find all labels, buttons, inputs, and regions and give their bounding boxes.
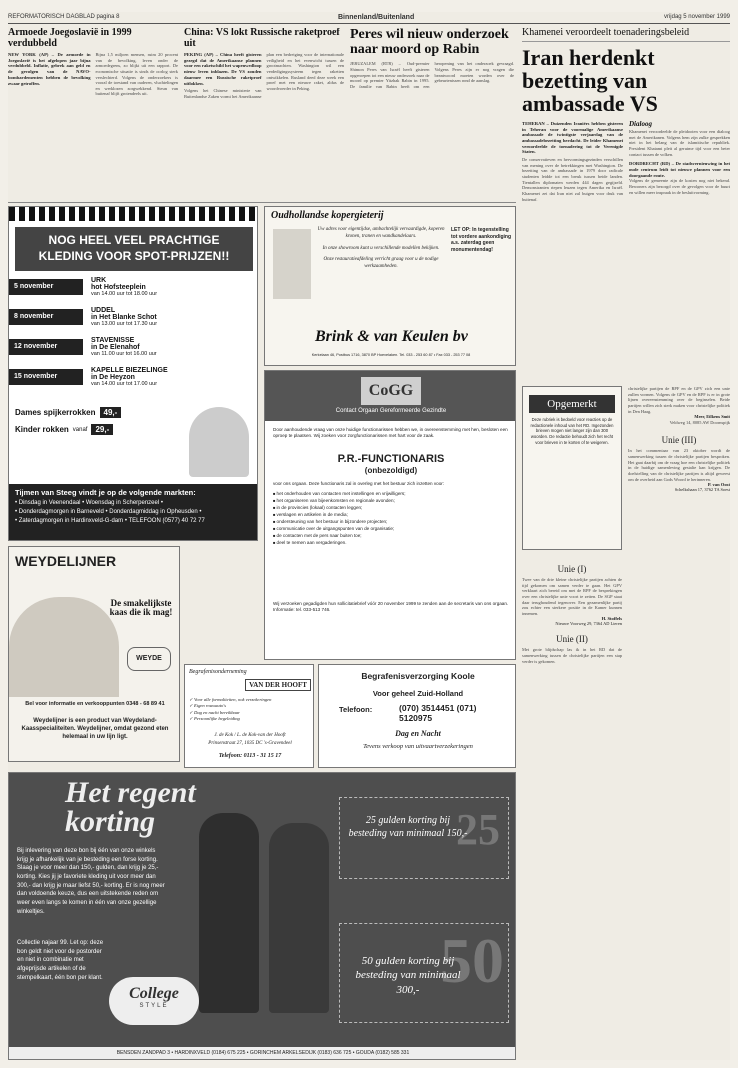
bullet-item: [273, 498, 509, 504]
event-date: 5 november: [9, 279, 83, 295]
offer-label: Dames spijkerrokken: [15, 408, 96, 417]
event-date: 12 november: [9, 339, 83, 355]
event-info: [91, 307, 251, 327]
logo-text: College: [129, 985, 179, 1002]
event-info: [91, 277, 251, 297]
opgemerkt-title: Opgemerkt: [529, 395, 615, 413]
product-badge: WEYDE: [127, 647, 171, 671]
event-date: 8 november: [9, 309, 83, 325]
letter-body: In het commentaar van 23 oktober wordt de samenwerking tussen de christelijke partijen besproken. Het gaat daarbij om de vraag hoe een christelijke politiek in de huidige samenleving gestalte kan krijgen. De doelstelling van de christelijke partijen is altijd geweest om de overheid aan Gods Woord te herinneren.: [628, 448, 730, 482]
bullet-item: [273, 505, 509, 511]
ad-kicker: Begrafenisonderneming: [189, 669, 247, 675]
ad-bullets: [273, 491, 509, 547]
letter-address: Veldweg 14, 8085 AW Doornspijk: [669, 419, 730, 425]
footer-line: • Zaterdagmorgen in Hardinxveld-G-dam • TELEFOON (0577) 40 72 77: [15, 518, 205, 524]
bullet-item: [273, 540, 509, 546]
ad-cogg: [264, 370, 516, 660]
footer-line: • Donderdagmorgen in Barneveld • Donderdagmiddag in Opheusden •: [15, 509, 202, 515]
ad-offers: [15, 401, 175, 451]
letter-signature: H. Stoffels: [601, 616, 622, 622]
letter-unie-3: [628, 435, 730, 492]
bullet-item: [273, 512, 509, 518]
event-info: [91, 367, 251, 387]
woman-photo: [9, 597, 119, 697]
ad-subtitle: Contact Orgaan Gereformeerde Gezindte: [335, 408, 447, 414]
letter-body: Met grote blijdschap las ik in het RD dat de samenwerking tussen de christelijke partijen een stap verder is gekomen.: [522, 647, 622, 664]
ad-banner: NOG HEEL VEEL PRACHTIGE KLEDING VOOR SPOT-PRIJZEN!!: [15, 227, 253, 271]
article-lead: PEKING (AP) – China heeft gisteren gezegd dat de Amerikaanse plannen voor een raketschild het wapenwedloop nieuw leven inblazen. De VS zouden daarmee een Russische raketproef uitlokken.: [184, 52, 262, 86]
letter-heading: Unie (I): [557, 564, 587, 574]
ad-tagline: Weydelijner is een product van Weydeland-Kaasspecialiteiten. Weydelijner, omdat gezond eten helemaal in uw lijn ligt.: [21, 718, 169, 741]
ad-college: [8, 772, 516, 1060]
article-body: Volgens het Chinese ministerie van Buitenlandse Zaken vormt het Amerikaanse plan een bedreiging voor de internationale veiligheid en het evenwicht tussen de grootmachten. Washington wil een verdedigingssysteem tegen raketten ontwikkelen. Rusland deed deze week een proef met een nieuwe raket, aldus de woordvoerder in Peking.: [184, 52, 344, 100]
article-headline: Peres wil nieuw onderzoek naar moord op Rabin: [350, 28, 509, 57]
ad-body: voor ons orgaan. Deze functionaris zal in overleg met het bestuur zich inzetten voor:: [273, 481, 445, 486]
masthead-left: REFORMATORISCH DAGBLAD pagina 8: [8, 14, 120, 20]
bullet-icon: ■: [273, 511, 277, 517]
bullet-text: het onderhouden van contacten met instellingen en vrijwilligers;: [276, 491, 406, 496]
coupon-text: 50 gulden korting bij besteding van minimaal 300,-: [355, 955, 461, 996]
bullet-item: [273, 533, 509, 539]
article-subhead: Dialoog: [629, 119, 652, 128]
bullet-item: [273, 491, 509, 497]
ad-footer-title: Tijmen van Steeg vindt je op de volgende markten:: [15, 488, 196, 497]
offer-price: 49,-: [100, 407, 122, 418]
event-place: STAVENISSE: [91, 337, 135, 344]
event-time: van 11.00 uur tot 16.00 uur: [91, 351, 157, 357]
event-info: [91, 337, 251, 357]
letter-address: Schelkshaan 17, 3762 TA Soest: [674, 487, 730, 493]
ad-headline: De smakelijkste kaas die ik mag!: [109, 598, 173, 618]
offer-label: Kinder rokken: [15, 425, 69, 434]
bullet-text: verslagen en artikelen in de media;: [276, 511, 348, 517]
ad-line: In onze showroom kunt u verschillende modellen bekijken.: [322, 245, 440, 251]
ad-address: Kerkelaan 46, Postbus 1716, 3870 BP Hoevelaken. Tel. 033 - 253 60 87 • Fax 033 - 253 77 08: [311, 353, 471, 357]
masthead-center: Binnenland/Buitenland: [338, 14, 415, 21]
bullet-icon: ■: [273, 491, 277, 496]
offer-prefix: vanaf: [72, 426, 88, 433]
offer-price: 29,-: [91, 424, 113, 435]
article-headline: Iran herdenkt bezetting van ambassade VS: [522, 44, 658, 116]
ad-headline: Het regent korting: [65, 776, 196, 838]
coupon-50: [339, 923, 509, 1023]
letter-heading: Unie (III): [661, 435, 697, 446]
ad-title: VAN DER HOOFT: [245, 679, 311, 691]
article-body: JERUZALEM (RTR) – Oud-premier Shimon Peres van Israël heeft gisteren opgeroepen tot een nieuw onderzoek naar de moord op premier Yitzhak Rabin in 1995. De familie van Rabin heeft om een heropening van het onderzoek gevraagd. Volgens Peres zijn er nog vragen die beantwoord moeten worden over de gebeurtenissen rond de aanslag.: [350, 61, 514, 89]
letter-heading: Unie (II): [556, 634, 588, 645]
ad-region: Voor geheel Zuid-Holland: [372, 689, 464, 698]
ad-lines: [317, 227, 445, 276]
bullet-text: in de provincies (lokaal) contacten leggen;: [276, 504, 363, 510]
event-venue: hot Hofsteeplein: [91, 284, 146, 291]
bullet-icon: ■: [273, 497, 277, 503]
bullet-text: communicatie over de uitgangspunten van de organisatie;: [276, 525, 395, 531]
article-peres: [350, 28, 514, 198]
ad-vanderhooft: [184, 664, 314, 768]
logo-sub: STYLE: [139, 1003, 169, 1009]
ad-contact: J. de Kok / L. de Kok-van der Hooft: [214, 733, 286, 738]
offer-row: [15, 407, 175, 418]
ad-checks: [189, 697, 311, 723]
bullet-text: het organiseren van bijeenkomsten en regionale avonden;: [276, 497, 395, 503]
ad-koole: [318, 664, 516, 768]
ad-closing: Wij verzoeken gegadigden hun sollicitatiebrief vóór 20 november 1999 te zenden aan de secretaris van ons orgaan. Informatie: tel. 033-513 746.: [273, 601, 509, 612]
bullet-text: ondersteuning van het bestuur in bijzondere projecten;: [276, 518, 388, 524]
letter-body: Twee van de drie kleine christelijke partijen achten de tijd gekomen om samen verder te gaan. Het GPV verklaart zich bereid om met de RPF de besprekingen over een christelijke unie voort te zetten. De SGP staat daar terughoudend tegenover. Een gezamenlijke partij zou echter een sterkere positie in de Kamer kunnen innemen.: [522, 577, 622, 616]
letter-body: christelijke partijen de RPF en de GPV zich een unie zullen vormen. Volgens de GPV en de RPF is er in grote lijnen overeenstemming over de beginselen. Beide partijen willen zich sterk maken voor christelijke politiek in Den Haag.: [628, 386, 730, 414]
footer-line: • Dinsdag in Veenendaal • Woensdag in Scherpenzeel •: [15, 500, 163, 506]
ad-address: Prinsenstraat 27, 1035 DC 's-Gravendeel: [208, 741, 292, 746]
article-iran: [522, 28, 730, 380]
bullet-item: [273, 526, 509, 532]
model-photo: [199, 813, 259, 1013]
ad-heading: P.R.-FUNCTIONARIS: [337, 453, 445, 465]
bullet-icon: ■: [273, 532, 277, 538]
article-body: De conservatieven en hervormingsgezinden verschillen van mening over de betrekkingen met Washington. De bezetting van de ambassade in 1979 door radicale studenten leidde tot een breuk tussen beide landen. Tientallen diplomaten werden 444 dagen gegijzeld. Demonstranten riepen leuzen tegen Amerika en Israël. Khamenei zei dat Iran niet zal buigen voor druk van buitenaf.: [522, 157, 623, 202]
event-venue: in De Elenahof: [91, 344, 140, 351]
ad-line: Onze restauratieafdeling verricht graag voor u de nodige werkzaamheden.: [323, 257, 439, 269]
article-body-2: Khamenei veroordeelde de pleidooien voor een dialoog met de Amerikanen. Volgens hem zijn zulke gesprekken niet in het belang van de islamitische republiek. President Khatami pleit al geruime tijd voor een beter contact tussen de volken.: [629, 129, 730, 157]
ad-brink: [264, 206, 516, 366]
article-lead: NEW YORK (AP) – De armoede in Joegoslavië is het afgelopen jaar bijna verdubbeld. Inflatie, gebrek aan geld en de gevolgen van de NAVO-bombardementen hebben de bevolking zwaar getroffen.: [8, 52, 91, 86]
ad-kleding: [8, 206, 258, 541]
check-text: Eigen rouwauto's: [194, 703, 227, 709]
ad-phone-label: Telefoon:: [339, 705, 373, 714]
article-china: [184, 28, 344, 198]
letter-signature: P. van Oost: [707, 482, 730, 488]
article-headline: Armoede Joegoslavië in 1999 verdubbeld: [8, 28, 132, 49]
coupon-text: 25 gulden korting bij besteding van minimaal 150,-: [348, 815, 468, 839]
check-text: Dag en nacht bereikbaar: [194, 709, 240, 715]
article-kicker: Khamenei veroordeelt toenaderingsbeleid: [522, 28, 730, 42]
dordrecht-body: Volgens de gemeente zijn de kosten nog niet bekend. Bewoners zijn bezorgd over de gevolgen voor de buurt en willen meer inspraak in de besluitvorming.: [629, 178, 730, 195]
ad-photo: [189, 407, 249, 477]
ad-line: Uw adres voor eigentijdse, ambachtelijk vervaardigde, koperen kronen, tranen en wandkandelaars.: [317, 227, 445, 239]
ad-phone: Telefoon: 0113 - 31 15 17: [218, 753, 282, 759]
bullet-text: de contacten met de pers naar buiten toe;: [276, 532, 362, 538]
bullet-icon: ■: [273, 539, 277, 545]
article-body: Bijna 1,5 miljoen mensen, ruim 20 procent van de bevolking, leven onder de armoedegrens, zo blijkt uit een rapport. De economische situatie is sinds de oorlog sterk verslechterd. Volgens de onderzoekers is vooral de toestand van ouderen, vluchtelingen en werklozen zorgwekkend. Steun van buitenaf blijft grotendeels uit.: [95, 52, 178, 97]
dordrecht-lead: DORDRECHT (RD) – De stadsvernieuwing in het oude centrum leidt tot nieuwe plannen voor een doorgaande route.: [629, 161, 730, 178]
article-lead: TEHERAN – Duizenden Iraniërs hebben gisteren in Teheran voor de voormalige Amerikaanse ambassade de twintigste verjaardag van de ambassadebezetting herdacht. De leider Khamenei veroordeelde de toenadering tot de Verenigde Staten.: [522, 120, 623, 155]
bullet-item: [273, 519, 509, 525]
ad-intro: Bij inlevering van deze bon bij één van onze winkels krijg je afhankelijk van je besteding een forse korting. Slaag je voor meer dan 150,- gulden, dan krijg je 25,- korting. Kies jij je favoriete kleding uit voor meer dan 300,- dan krijg je maar liefst 50,- korting. Er is nog meer dan voldoende keuze, dus een uitstekende reden om weer even langs te komen in één van onze gezellige winkeltjes.: [17, 848, 165, 915]
check-icon: ✓: [189, 697, 194, 702]
check-icon: ✓: [189, 703, 194, 709]
masthead-right: vrijdag 5 november 1999: [663, 14, 730, 20]
event-date: 15 november: [9, 369, 83, 385]
check-text: Voor alle formaliteiten, ook verzekeringen: [194, 697, 272, 702]
bullet-icon: ■: [273, 525, 277, 531]
ad-footer: BENSDEN ZANDPAD 3 • HARDINXVELD (0184) 675 225 • GORINCHEM ARKELSEDIJK (0183) 636 725 • GOUDA (0182) 585 331: [9, 1047, 516, 1059]
letters-right-column: [628, 386, 730, 1060]
bullet-text: deel te nemen aan vergaderingen.: [276, 539, 347, 545]
event-venue: in De Heyzon: [91, 374, 135, 381]
college-logo: [109, 977, 199, 1025]
article-headline: China: VS lokt Russische raketproef uit: [184, 28, 340, 49]
ad-footer: [9, 484, 258, 540]
event-time: van 14.00 uur tot 17.00 uur: [91, 381, 158, 387]
letter-signature: Meer, Eilkens Smit: [694, 414, 730, 420]
ad-logo: Brink & van Keulen bv: [315, 328, 468, 345]
offer-row: [15, 424, 175, 435]
ad-coupon-note: Collectie najaar 99. Let op: deze bon geldt niet voor de postorder en niet in combinatie met afgeprijsde artikelen of de stempelkaart, één bon per klant.: [17, 940, 104, 981]
ad-logo: WEYDELIJNER: [15, 553, 117, 569]
ad-tagline: Tevens verkoop van uitvaartverzekeringen: [363, 743, 473, 750]
divider: [8, 202, 516, 203]
model-photo-2: [269, 823, 329, 1013]
ad-let-op: LET OP: In tegenstelling tot vordere aankondiging a.s. zaterdag geen monumentendag!: [451, 227, 512, 253]
bullet-icon: ■: [273, 518, 277, 524]
masthead: [8, 12, 730, 24]
check-item: [189, 716, 311, 722]
coupon-amount: 25: [456, 805, 500, 854]
ad-logo: CoGG: [361, 377, 421, 405]
check-icon: ✓: [189, 716, 194, 722]
coupon-25: [339, 797, 509, 879]
letters-column: [522, 560, 622, 1060]
ad-phones: (070) 3514451 (071) 5120975: [399, 703, 477, 724]
ad-weydelijner: [8, 546, 180, 762]
chandelier-illustration: [273, 229, 311, 299]
event-place: URK: [91, 277, 107, 284]
ad-title: Begrafenisverzorging Koole: [361, 671, 475, 681]
check-text: Persoonlijke begeleiding: [194, 716, 240, 722]
ad-border-pattern: [9, 207, 258, 221]
event-venue: in Het Blanke Schot: [91, 314, 157, 321]
ad-availability: Dag en Nacht: [395, 729, 441, 738]
opgemerkt-box: [522, 386, 622, 550]
event-time: van 13.00 uur tot 17.30 uur: [91, 321, 158, 327]
letter-address: Nieuwe Voorweg 29, 7364 AD Lieren: [555, 621, 622, 627]
coupon-amount: 50: [440, 925, 504, 996]
ad-subheading: (onbezoldigd): [364, 466, 418, 475]
article-joegoslavie: [8, 28, 178, 198]
newspaper-page: [8, 12, 730, 1060]
ad-intro: Door aanhoudende vraag van onze huidige functionarissen hebben we, in overeenstemming met hen, besloten een oproep te plaatsen. Wij zoeken voor zorgfunctionarissen met hart voor de zaak.: [273, 427, 508, 438]
bullet-icon: ■: [273, 504, 277, 510]
opgemerkt-intro: Deze rubriek is bedoeld voor reacties op de redactionele inhoud van het RD. Ingezonden brieven mogen niet langer zijn dan 300 woorden. De redactie behoudt zich het recht voor brieven in te korten of te weigeren.: [530, 417, 614, 445]
check-icon: ✓: [189, 709, 194, 715]
ad-info: Bel voor informatie en verkooppunten 0348 - 68 89 41: [25, 701, 165, 707]
event-place: KAPELLE BIEZELINGE: [91, 367, 168, 374]
event-place: UDDEL: [91, 307, 116, 314]
ad-kicker: Oudhollandse kopergieterij: [271, 210, 384, 221]
event-time: van 14.00 uur tot 18.00 uur: [91, 291, 158, 297]
